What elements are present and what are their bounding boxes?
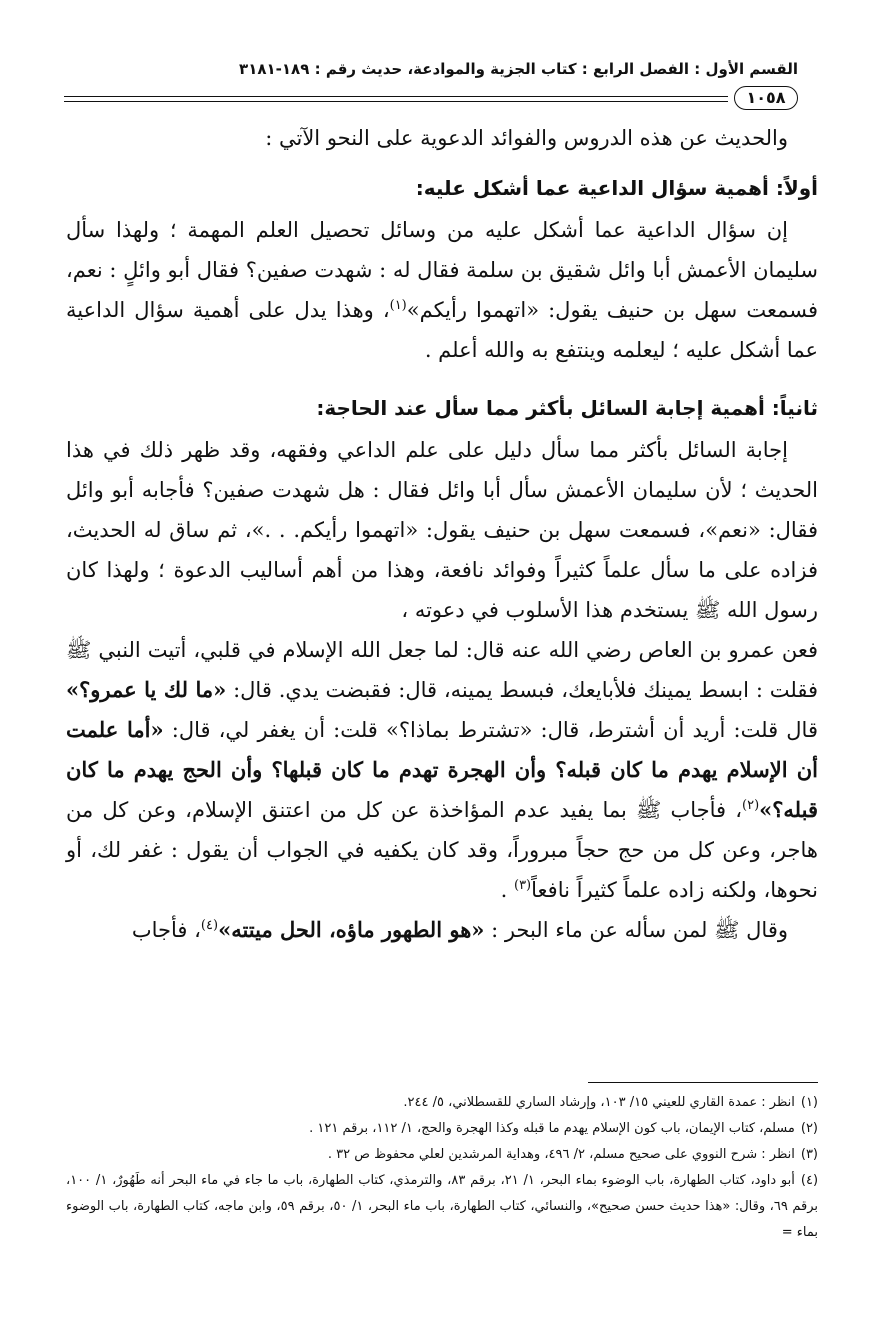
hadith-narration: فعن عمرو بن العاص رضي الله عنه قال: لما جعل الله الإسلام في قلبي، أتيت النبي ﷺ فقلت : ابسط يمينك فلأبايعك، فبسط يمينه، قال: فقبضت يدي. قال: <box>66 638 818 702</box>
hadith-quote-2: «أما علمت أن الإسلام يهدم ما كان قبله؟ وأن الهجرة تهدم ما كان قبلها؟ وأن الحج يهدم ما كان قبله؟» <box>66 717 818 822</box>
footnote-4 <box>66 1168 818 1246</box>
hadith-quote-3: «هو الطهور ماؤه، الحل ميتته» <box>218 917 485 942</box>
footnote-number: (٤) <box>800 1173 819 1188</box>
section2-paragraph-3 <box>66 910 818 950</box>
running-title: القسم الأول : الفصل الرابع : كتاب الجزية والموادعة، حديث رقم : ١٨٩-٣١٨١ <box>239 60 798 78</box>
footnotes <box>66 1090 818 1246</box>
commentary-text: ، فأجاب ﷺ بما يفيد عدم المؤاخذة عن كل من اعتنق الإسلام، وعن كل من هاجر، وعن كل من حج حجاً مبروراً، وقد كان يكفيه في الجواب أن يقول : غفر لك، أو نحوها، ولكنه زاده علماً كثيراً نافعاً <box>66 798 818 902</box>
footnote-number: (١) <box>800 1095 818 1110</box>
header-double-rule <box>64 96 728 102</box>
footnote-number: (٢) <box>800 1121 818 1136</box>
section1-text-a: إن سؤال الداعية عما أشكل عليه من وسائل تحصيل العلم المهمة ؛ ولهذا سأل سليمان الأعمش أبا وائل شقيق بن سلمة فقال له : شهدت صفين؟ فقال أبو وائلٍ : نعم، فسمعت سهل بن حنيف يقول: «اتهموا رأيكم» <box>66 218 818 322</box>
section2-paragraph-1: إجابة السائل بأكثر مما سأل دليل على علم الداعي وفقهه، وقد ظهر ذلك في هذا الحديث ؛ لأن سليمان الأعمش سأل أبا وائل فقال : هل شهدت صفين؟ فأجابه أبو وائل فقال: «نعم»، فسمعت سهل بن حنيف يقول: «اتهموا رأيكم. . .»، ثم ساق له الحديث، فزاده على ما سأل علماً كثيراً وفوائد نافعة، وهذا من أهم أساليب الدعوة ؛ ولهذا كان رسول الله ﷺ يستخدم هذا الأسلوب في دعوته ، <box>66 438 818 622</box>
hadith-narration-2: قال قلت: أريد أن أشترط، قال: «تشترط بماذا؟» قلت: أن يغفر لي، قال: <box>163 718 818 742</box>
footnote-separator <box>588 1082 818 1083</box>
section-heading-2: ثانياً: أهمية إجابة السائل بأكثر مما سأل عند الحاجة: <box>316 396 818 420</box>
footnote-2 <box>66 1116 818 1142</box>
page-number: ١٠٥٨ <box>734 86 798 110</box>
continuation-text: ، فأجاب <box>131 918 201 942</box>
main-text <box>66 118 818 950</box>
footnote-ref-2[interactable]: (٢) <box>742 798 760 813</box>
footnote-number: (٣) <box>800 1147 818 1162</box>
footnote-text: مسلم، كتاب الإيمان، باب كون الإسلام يهدم ما قبله وكذا الهجرة والحج، ١/ ١١٢، برقم ١٢١ . <box>309 1121 795 1136</box>
section1-paragraph <box>66 210 818 370</box>
footnote-3 <box>66 1142 818 1168</box>
section2-paragraph-2 <box>66 630 818 910</box>
footnote-1 <box>66 1090 818 1116</box>
section-heading-1: أولاً: أهمية سؤال الداعية عما أشكل عليه: <box>415 176 818 200</box>
footnote-ref-4[interactable]: (٤) <box>200 918 219 933</box>
paragraph-end: . <box>500 878 514 902</box>
footnote-text: انظر : شرح النووي على صحيح مسلم، ٢/ ٤٩٦، وهداية المرشدين لعلي محفوظ ص ٣٢ . <box>327 1147 795 1162</box>
footnote-ref-1[interactable]: (١) <box>389 298 407 313</box>
sea-water-intro: وقال ﷺ لمن سأله عن ماء البحر : <box>484 918 788 942</box>
section1-text-b: ، وهذا يدل على أهمية سؤال الداعية عما أشكل عليه ؛ ليعلمه وينتفع به والله أعلم . <box>66 298 818 362</box>
hadith-quote-1: «ما لك يا عمرو؟» <box>66 677 227 702</box>
footnote-ref-3[interactable]: (٣) <box>513 878 532 893</box>
intro-paragraph: والحديث عن هذه الدروس والفوائد الدعوية على النحو الآتي : <box>265 126 788 150</box>
footnote-text: انظر : عمدة القاري للعيني ١٥/ ١٠٣، وإرشاد الساري للقسطلاني، ٥/ ٢٤٤. <box>403 1095 795 1110</box>
footnote-text: أبو داود، كتاب الطهارة، باب الوضوء بماء البحر، ١/ ٢١، برقم ٨٣، والترمذي، كتاب الطهارة، باب ما جاء في ماء البحر أنه طَهُورٌ، ١/ ١٠٠، برقم ٦٩، وقال: «هذا حديث حسن صحيح»، والنسائي، كتاب الطهارة، باب ماء البحر، ١/ ٥٠، برقم ٥٩، وابن ماجه، كتاب الطهارة، باب الوضوء بماء = <box>66 1173 819 1240</box>
